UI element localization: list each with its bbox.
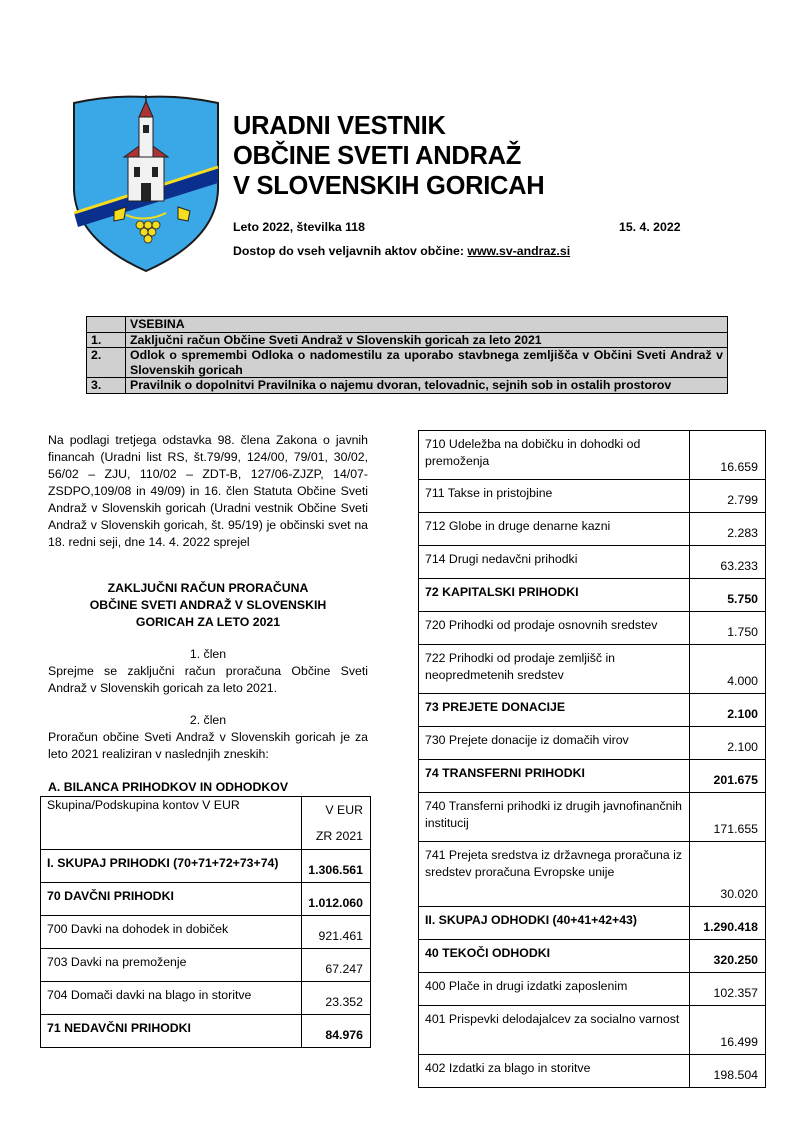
row-value: 4.000: [690, 645, 766, 694]
row-value: 320.250: [690, 940, 766, 973]
row-value: 2.100: [690, 694, 766, 727]
table-row: [41, 982, 371, 1015]
table-row: [419, 1055, 766, 1088]
table-row: [419, 842, 766, 907]
document-heading-line: OBČINE SVETI ANDRAŽ V SLOVENSKIH: [89, 598, 327, 612]
table-row: [419, 1006, 766, 1055]
municipality-crest-icon: [70, 95, 222, 273]
row-label: 703 Davki na premoženje: [41, 949, 302, 982]
intro-paragraph: Na podlagi tretjega odstavka 98. člena Zakona o javnih financah (Uradni list RS, št.79/99, 124/00, 79/01, 30/02, 56/02 – ZJU, 110/02 – ZDT-B, 127/06-ZJZP, 14/07-ZSDPO,109/08 in 49/09) in 16. člen Statuta Občine Sveti Andraž v Slovenskih goricah (Uradni vestnik Občine Sveti Andraž v Slovenskih goricah, št. 95/19) je občinski svet na 18. redni seji, dne 14. 4. 2022 sprejel: [48, 433, 368, 549]
table-row: [419, 940, 766, 973]
access-note-text: Dostop do vseh veljavnih aktov občine:: [233, 244, 468, 258]
row-label: 740 Transferni prihodki iz drugih javnofinančnih institucij: [419, 793, 690, 842]
document-heading-line: GORICAH ZA LETO 2021: [135, 615, 281, 629]
contents-item[interactable]: [87, 332, 728, 348]
table-header-label: Skupina/Podskupina kontov V EUR: [41, 797, 302, 850]
row-label: 401 Prispevki delodajalcev za socialno varnost: [419, 1006, 690, 1055]
table-row: [419, 546, 766, 579]
row-value: 2.799: [690, 480, 766, 513]
table-row: [41, 850, 371, 883]
contents-header: VSEBINA: [126, 317, 728, 333]
table-header-value-line: ZR 2021: [315, 829, 363, 843]
balance-table-left: [40, 796, 371, 1048]
row-label: 700 Davki na dohodek in dobiček: [41, 916, 302, 949]
row-label: 711 Takse in pristojbine: [419, 480, 690, 513]
table-header-value-line: V EUR: [325, 803, 363, 817]
row-value: 1.306.561: [302, 850, 371, 883]
table-row: [419, 907, 766, 940]
row-value: 67.247: [302, 949, 371, 982]
row-label: 40 TEKOČI ODHODKI: [419, 940, 690, 973]
masthead-title-line-3: V SLOVENSKIH GORICAH: [233, 172, 545, 200]
row-value: 2.100: [690, 727, 766, 760]
table-row: [419, 513, 766, 546]
contents-item-number: 1.: [87, 332, 126, 348]
document-heading-line: ZAKLJUČNI RAČUN PRORAČUNA: [107, 581, 309, 595]
row-value: 201.675: [690, 760, 766, 793]
row-label: 730 Prejete donacije iz domačih virov: [419, 727, 690, 760]
article-2-title: 2. člen: [189, 713, 227, 727]
table-row: [419, 480, 766, 513]
table-row: [419, 431, 766, 480]
contents-table: [86, 316, 728, 394]
row-label: 73 PREJETE DONACIJE: [419, 694, 690, 727]
contents-item-number: 2.: [87, 348, 126, 378]
contents-item-number: 3.: [87, 378, 126, 394]
table-row: [419, 612, 766, 645]
table-row: [41, 949, 371, 982]
row-label: 714 Drugi nedavčni prihodki: [419, 546, 690, 579]
row-label: II. SKUPAJ ODHODKI (40+41+42+43): [419, 907, 690, 940]
table-row: [419, 579, 766, 612]
row-value: 23.352: [302, 982, 371, 1015]
row-value: 1.012.060: [302, 883, 371, 916]
issue-number: Leto 2022, številka 118: [233, 220, 365, 234]
row-value: 198.504: [690, 1055, 766, 1088]
section-a-heading: A. BILANCA PRIHODKOV IN ODHODKOV: [48, 780, 289, 794]
article-1-title: 1. člen: [189, 647, 227, 661]
table-row: [419, 694, 766, 727]
table-row: [419, 727, 766, 760]
row-label: 71 NEDAVČNI PRIHODKI: [41, 1015, 302, 1048]
row-label: 400 Plače in drugi izdatki zaposlenim: [419, 973, 690, 1006]
row-label: I. SKUPAJ PRIHODKI (70+71+72+73+74): [41, 850, 302, 883]
contents-item[interactable]: [87, 348, 728, 378]
table-row: [41, 1015, 371, 1048]
table-row: [419, 645, 766, 694]
row-value: 5.750: [690, 579, 766, 612]
row-label: 722 Prihodki od prodaje zemljišč in neopredmetenih sredstev: [419, 645, 690, 694]
row-label: 70 DAVČNI PRIHODKI: [41, 883, 302, 916]
row-value: 30.020: [690, 842, 766, 907]
table-row: [419, 760, 766, 793]
table-header-row: [41, 797, 371, 850]
article-1-text: Sprejme se zaključni račun proračuna Občine Sveti Andraž v Slovenskih goricah za leto 2021.: [48, 664, 368, 695]
row-label: 710 Udeležba na dobičku in dohodki od premoženja: [419, 431, 690, 480]
balance-table-right: [418, 430, 766, 1088]
row-value: 16.659: [690, 431, 766, 480]
row-label: 704 Domači davki na blago in storitve: [41, 982, 302, 1015]
contents-item-title: Pravilnik o dopolnitvi Pravilnika o najemu dvoran, telovadnic, sejnih sob in ostalih prostorov: [126, 378, 728, 394]
contents-header-row: [87, 317, 728, 333]
row-label: 72 KAPITALSKI PRIHODKI: [419, 579, 690, 612]
access-note: [233, 244, 570, 258]
table-header-value: [302, 797, 371, 850]
contents-header-num: [87, 317, 126, 333]
row-label: 741 Prejeta sredstva iz državnega proračuna iz sredstev proračuna Evropske unije: [419, 842, 690, 907]
row-value: 2.283: [690, 513, 766, 546]
table-row: [419, 973, 766, 1006]
row-value: 1.290.418: [690, 907, 766, 940]
article-2-text: Proračun občine Sveti Andraž v Slovenskih goricah je za leto 2021 realiziran v naslednjih zneskih:: [48, 730, 368, 761]
masthead-title-line-2: OBČINE SVETI ANDRAŽ: [233, 142, 522, 170]
table-row: [419, 793, 766, 842]
masthead-title-line-1: URADNI VESTNIK: [233, 112, 446, 140]
row-value: 921.461: [302, 916, 371, 949]
contents-item-title: Odlok o spremembi Odloka o nadomestilu za uporabo stavbnega zemljišča v Občini Sveti Andraž v Slovenskih goricah: [126, 348, 728, 378]
contents-item-title: Zaključni račun Občine Sveti Andraž v Slovenskih goricah za leto 2021: [126, 332, 728, 348]
row-value: 1.750: [690, 612, 766, 645]
row-value: 63.233: [690, 546, 766, 579]
row-value: 102.357: [690, 973, 766, 1006]
table-row: [41, 883, 371, 916]
row-label: 720 Prihodki od prodaje osnovnih sredstev: [419, 612, 690, 645]
row-label: 402 Izdatki za blago in storitve: [419, 1055, 690, 1088]
row-label: 74 TRANSFERNI PRIHODKI: [419, 760, 690, 793]
row-value: 84.976: [302, 1015, 371, 1048]
website-link[interactable]: www.sv-andraz.si: [467, 244, 571, 258]
row-label: 712 Globe in druge denarne kazni: [419, 513, 690, 546]
row-value: 171.655: [690, 793, 766, 842]
document-heading: [48, 580, 368, 631]
contents-item[interactable]: [87, 378, 728, 394]
table-row: [41, 916, 371, 949]
issue-date: 15. 4. 2022: [619, 220, 681, 234]
row-value: 16.499: [690, 1006, 766, 1055]
